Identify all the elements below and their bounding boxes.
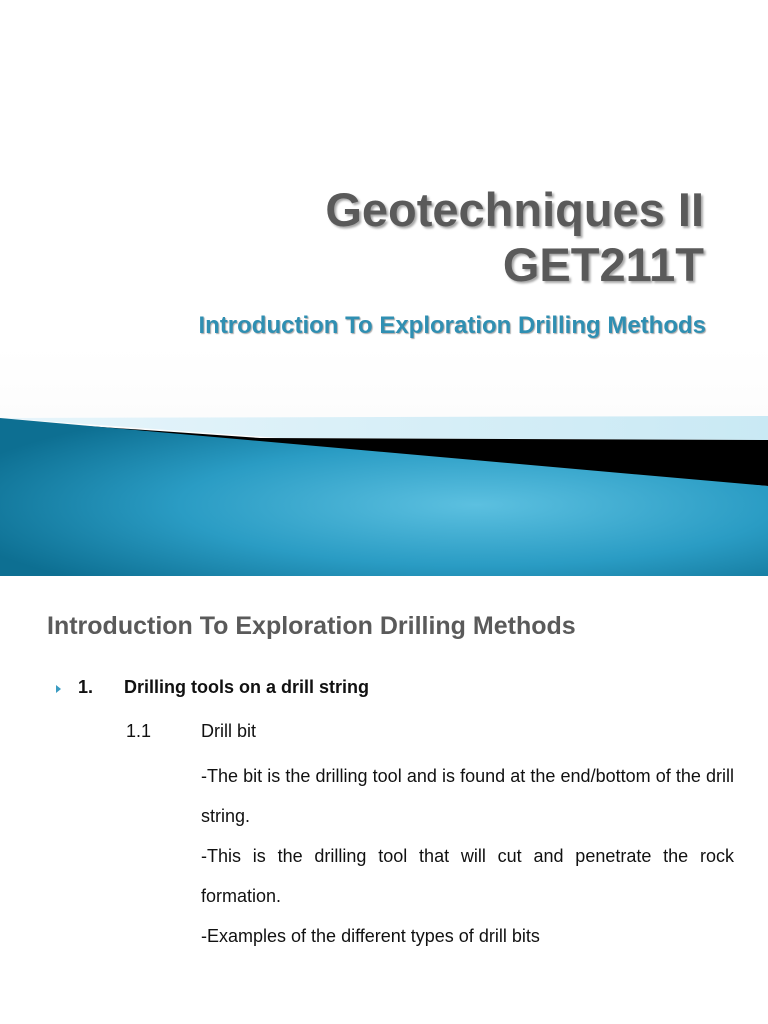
slide-title [64, 182, 704, 292]
triangle-bullet-icon [56, 685, 61, 693]
paragraph-bit-examples: -Examples of the different types of drill bits [201, 926, 540, 946]
paragraph-bit-function: -This is the drilling tool that will cut and penetrate the rock formation. [201, 846, 734, 906]
bullet-number: 1. [78, 677, 94, 697]
subsection-label: Drill bit [201, 721, 257, 741]
title-line-1: Geotechniques II [325, 183, 704, 236]
decorative-wave-band [0, 410, 768, 576]
content-slide-title: Introduction To Exploration Drilling Methods [47, 612, 576, 640]
paragraph-bit-location: -The bit is the drilling tool and is found at the end/bottom of the drill string. [201, 766, 734, 826]
bullet-text: Drilling tools on a drill string [124, 677, 370, 697]
slide-subtitle: Introduction To Exploration Drilling Methods [198, 312, 706, 339]
title-line-2: GET211T [502, 238, 704, 291]
content-slide [0, 576, 768, 1024]
subsection-number: 1.1 [126, 721, 152, 741]
